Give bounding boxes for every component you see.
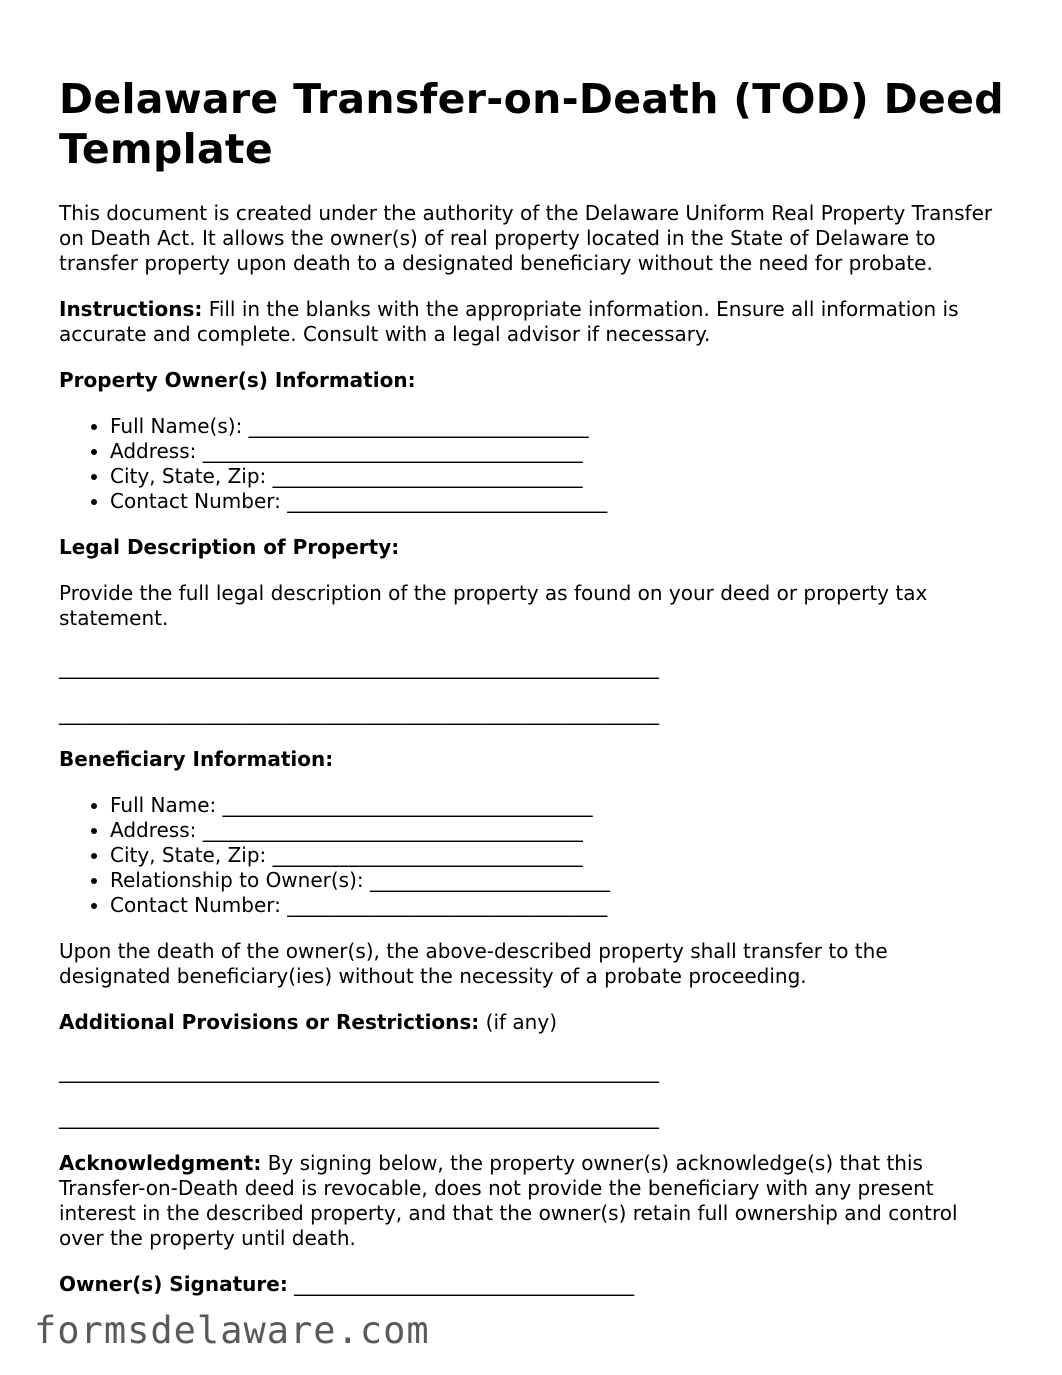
beneficiary-section-heading: Beneficiary Information: (59, 747, 334, 771)
document-title: Delaware Transfer-on-Death (TOD) Deed Template (59, 75, 1004, 173)
acknowledgment-paragraph (59, 1151, 1004, 1251)
beneficiary-contact-number-field[interactable]: • Contact Number: ________________________________ (110, 893, 1004, 918)
owner-section-heading: Property Owner(s) Information: (59, 368, 416, 392)
transfer-statement: Upon the death of the owner(s), the above-described property shall transfer to the designated beneficiary(ies) without the necessity of a probate proceeding. (59, 939, 888, 988)
beneficiary-full-name-field[interactable]: • Full Name: _____________________________________ (110, 793, 1004, 818)
provisions-heading (59, 1010, 1004, 1035)
legal-description-line-1[interactable]: ____________________________________________________________ (59, 655, 659, 679)
owner-contact-number-field[interactable]: • Contact Number: ________________________________ (110, 489, 1004, 514)
instructions-label: Instructions: (59, 297, 203, 321)
acknowledgment-label: Acknowledgment: (59, 1151, 262, 1175)
document-page (59, 74, 1004, 1318)
legal-description-heading: Legal Description of Property: (59, 535, 400, 559)
intro-paragraph: This document is created under the authority of the Delaware Uniform Real Property Transfer on Death Act. It allows the owner(s) of real property located in the State of Delaware to transfer property upon death to a designated beneficiary without the need for probate. (59, 201, 993, 275)
owner-full-name-field[interactable]: • Full Name(s): __________________________________ (110, 414, 1004, 439)
signature-label: Owner(s) Signature: (59, 1272, 288, 1296)
beneficiary-info-list (59, 793, 1004, 918)
signature-line[interactable]: __________________________________ (287, 1272, 635, 1296)
beneficiary-relationship-field[interactable]: • Relationship to Owner(s): ________________________ (110, 868, 1004, 893)
beneficiary-city-state-zip-field[interactable]: • City, State, Zip: _______________________________ (110, 843, 1004, 868)
legal-description-text: Provide the full legal description of the property as found on your deed or property tax statement. (59, 581, 928, 630)
acknowledgment-text: By signing below, the property owner(s) acknowledge(s) that this Transfer-on-Death deed is revocable, does not provide the beneficiary with any present interest in the described property, and that the owner(s) retain full ownership and control over the property until death. (59, 1151, 958, 1250)
site-watermark: formsdelaware.com (34, 1309, 430, 1352)
signature-row (59, 1272, 1004, 1297)
owner-address-field[interactable]: • Address: ______________________________________ (110, 439, 1004, 464)
owner-city-state-zip-field[interactable]: • City, State, Zip: _______________________________ (110, 464, 1004, 489)
instructions-text: Fill in the blanks with the appropriate information. Ensure all information is accurate and complete. Consult with a legal advisor if necessary. (59, 297, 959, 346)
owner-info-list (59, 414, 1004, 514)
provisions-line-1[interactable]: ____________________________________________________________ (59, 1059, 659, 1083)
provisions-line-2[interactable]: ____________________________________________________________ (59, 1105, 659, 1129)
legal-description-line-2[interactable]: ____________________________________________________________ (59, 701, 659, 725)
provisions-suffix: (if any) (479, 1010, 557, 1034)
beneficiary-address-field[interactable]: • Address: ______________________________________ (110, 818, 1004, 843)
instructions-paragraph (59, 297, 1004, 347)
provisions-label: Additional Provisions or Restrictions: (59, 1010, 480, 1034)
